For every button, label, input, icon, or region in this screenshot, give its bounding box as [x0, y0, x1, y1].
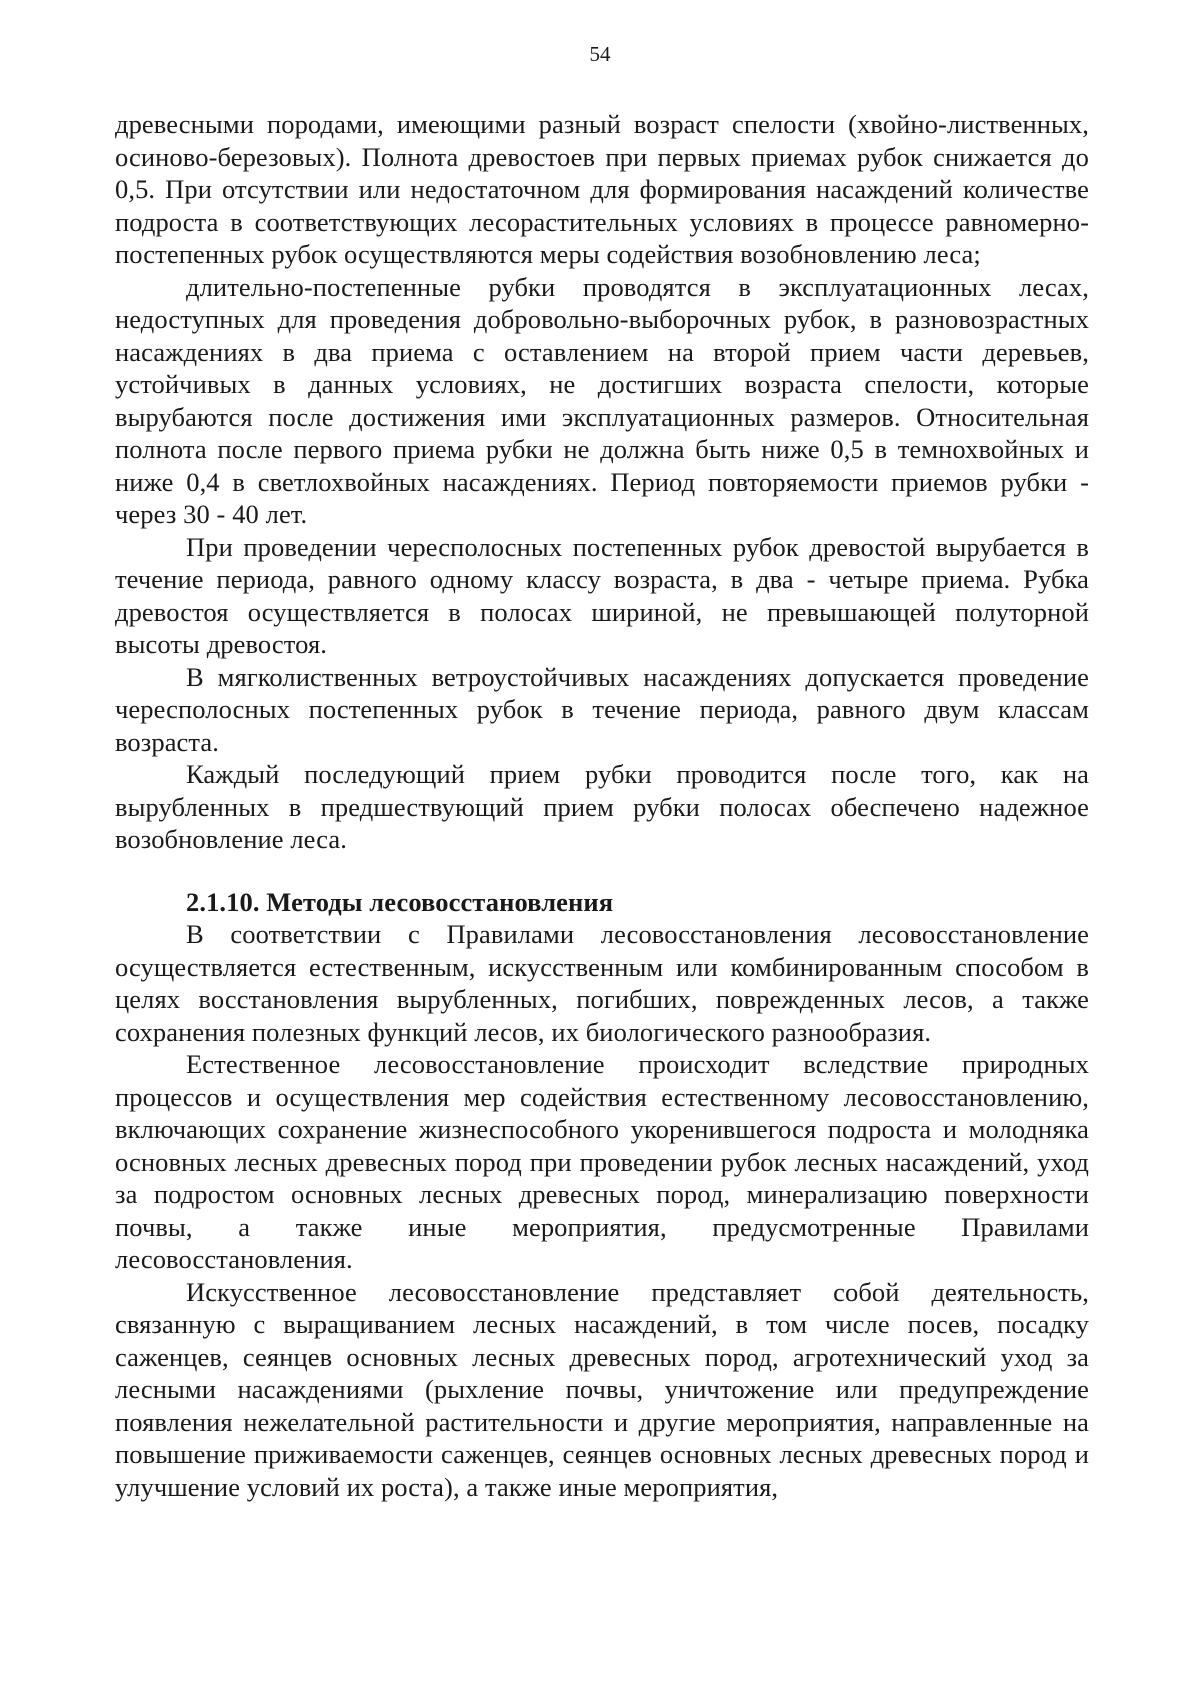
- paragraph-strip-cutting: При проведении чересполосных постепенных рубок древостой вырубается в течение периода, равного одному классу возраста, в два - четыре приема. Рубка древостоя осуществляется в полосах шириной, не превышающей полуторной высоты древостоя.: [115, 531, 1089, 659]
- page-number: 54: [589, 42, 611, 66]
- paragraph-artificial-reforestation: Искусственное лесовосстановление представляет собой деятельность, связанную с выращиванием лесных насаждений, в том числе посев, посадку саженцев, сеянцев основных лесных древесных пород, агротехнический уход за лесными насаждениями (рыхление почвы, уничтожение или предупреждение появления нежелательной растительности и другие мероприятия, направленные на повышение приживаемости саженцев, сеянцев основных лесных древесных пород и улучшение условий их роста), а также иные мероприятия,: [115, 1276, 1089, 1502]
- paragraph-natural-reforestation: Естественное лесовосстановление происходит вследствие природных процессов и осуществления мер содействия естественному лесовосстановлению, включающих сохранение жизнеспособного укоренившегося подроста и молодняка основных лесных древесных пород при проведении рубок лесных насаждений, уход за подростом основных лесных древесных пород, минерализацию поверхности почвы, а также иные мероприятия, предусмотренные Правилами лесовосстановления.: [115, 1049, 1089, 1274]
- document-body: [115, 108, 1089, 1503]
- paragraph-long-gradual-cutting: длительно-постепенные рубки проводятся в эксплуатационных лесах, недоступных для проведения добровольно-выборочных рубок, в разновозрастных насаждениях в два приема с оставлением на второй прием части деревьев, устойчивых в данных условиях, не достигших возраста спелости, которые вырубаются после достижения ими эксплуатационных размеров. Относительная полнота после первого приема рубки не должна быть ниже 0,5 в темнохвойных и ниже 0,4 в светлохвойных насаждениях. Период повторяемости приемов рубки - через 30 - 40 лет.: [115, 271, 1089, 529]
- paragraph-subsequent-cutting: Каждый последующий прием рубки проводится после того, как на вырубленных в предшествующий прием рубки полосах обеспечено надежное возобновление леса.: [115, 759, 1089, 854]
- paragraph-reforestation-rules: В соответствии с Правилами лесовосстановления лесовосстановление осуществляется естественным, искусственным или комбинированным способом в целях восстановления вырубленных, погибших, поврежденных лесов, а также сохранения полезных функций лесов, их биологического разнообразия.: [115, 919, 1089, 1047]
- section-heading: 2.1.10. Методы лесовосстановления: [186, 886, 614, 917]
- paragraph-soft-leaved-stands: В мягколиственных ветроустойчивых насаждениях допускается проведение чересполосных постепенных рубок в течение периода, равного двум классам возраста.: [115, 661, 1089, 757]
- paragraph-continuation: древесными породами, имеющими разный возраст спелости (хвойно-лиственных, осиново-березовых). Полнота древостоев при первых приемах рубок снижается до 0,5. При отсутствии или недостаточном для формирования насаждений количестве подроста в соответствующих лесорастительных условиях в процессе равномерно-постепенных рубок осуществляются меры содействия возобновлению леса;: [115, 109, 1089, 269]
